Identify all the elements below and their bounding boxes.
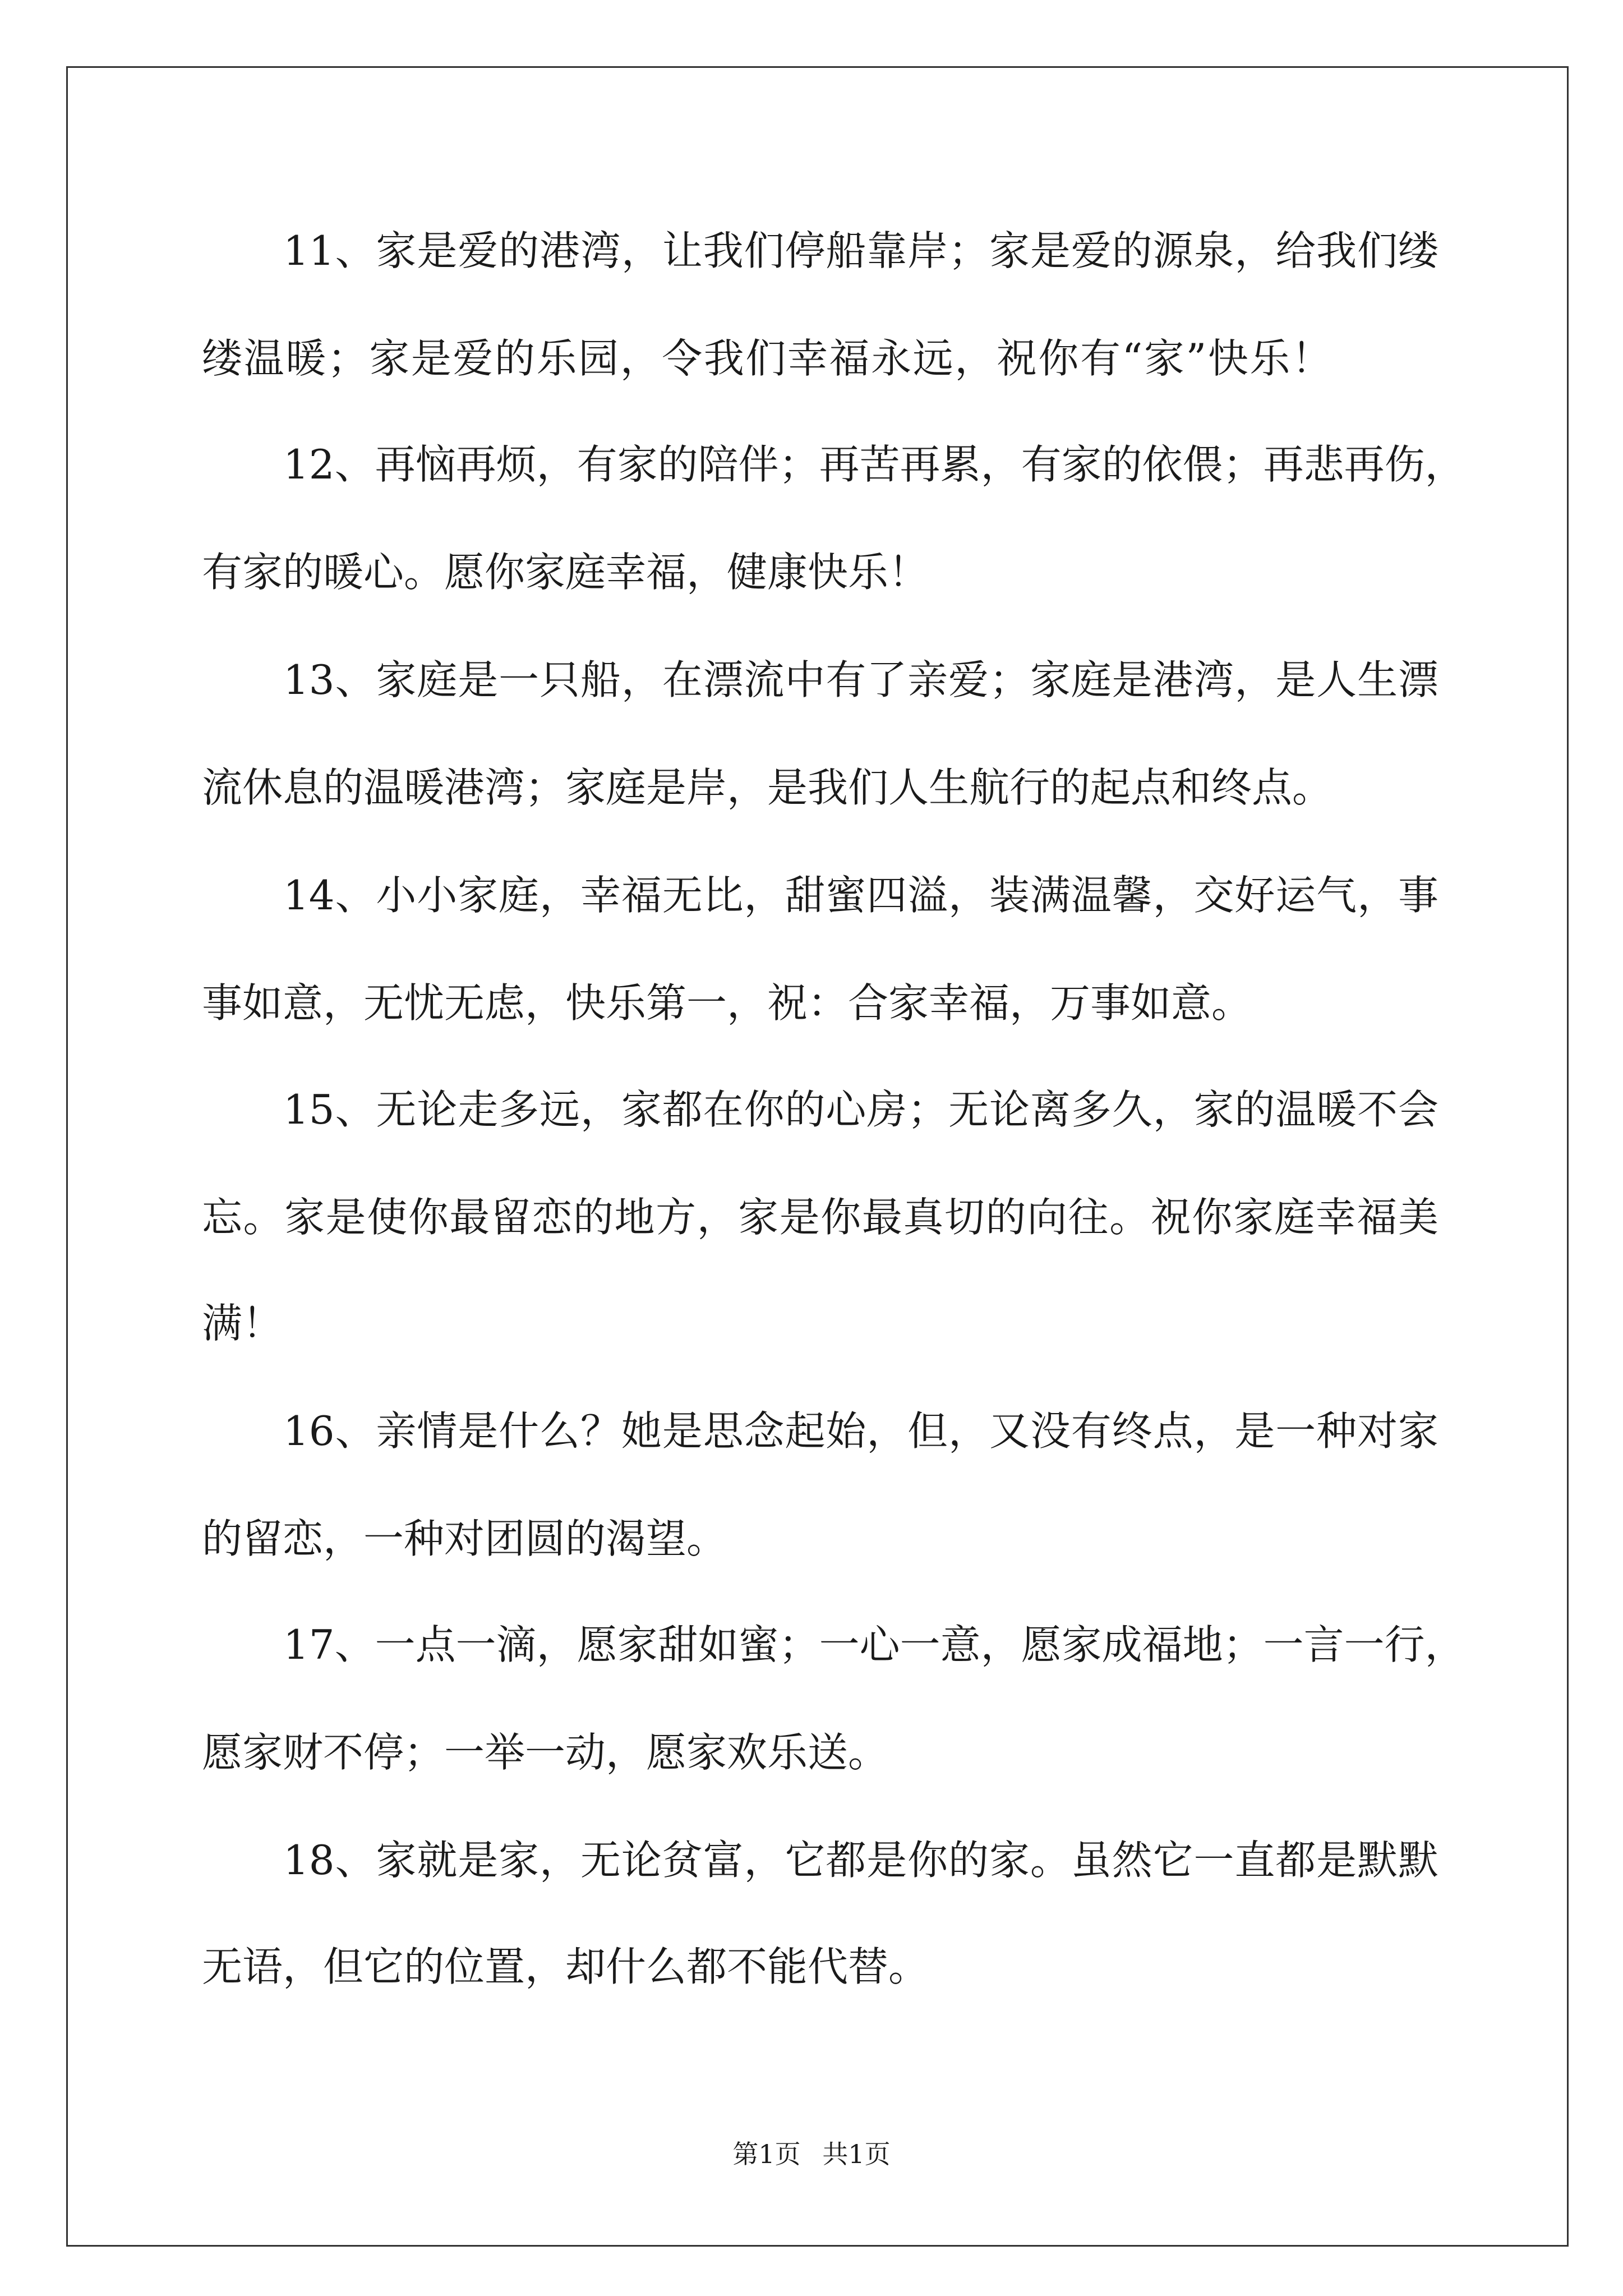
paragraph-16-line-1: 16、亲情是什么？她是思念起始，但，又没有终点，是一种对家 [283, 1407, 1438, 1455]
paragraph-12-line-2: 有家的暖心。愿你家庭幸福，健康快乐！ [202, 549, 929, 596]
page-number: 第1页 [732, 2139, 801, 2169]
paragraph-11-line-2: 缕温暖；家是爱的乐园，令我们幸福永远，祝你有“家”快乐！ [202, 335, 1332, 382]
paragraph-14-line-1: 14、小小家庭，幸福无比，甜蜜四溢，装满温馨，交好运气，事 [283, 872, 1438, 919]
paragraph-12-line-1: 12、再恼再烦，有家的陪伴；再苦再累，有家的依偎；再悲再伤， [283, 441, 1465, 488]
paragraph-15-line-2: 忘。家是使你最留恋的地方，家是你最真切的向往。祝你家庭幸福美 [202, 1194, 1438, 1241]
page-footer [0, 2137, 1623, 2171]
paragraph-17-line-1: 17、一点一滴，愿家甜如蜜；一心一意，愿家成福地；一言一行， [283, 1621, 1465, 1668]
paragraph-15-line-1: 15、无论走多远，家都在你的心房；无论离多久，家的温暖不会 [283, 1086, 1438, 1133]
paragraph-18-line-1: 18、家就是家，无论贫富，它都是你的家。虽然它一直都是默默 [283, 1837, 1438, 1884]
paragraph-17-line-2: 愿家财不停；一举一动，愿家欢乐送。 [202, 1729, 889, 1776]
paragraph-14-line-2: 事如意，无忧无虑，快乐第一，祝：合家幸福，万事如意。 [202, 979, 1252, 1027]
paragraph-18-line-2: 无语，但它的位置，却什么都不能代替。 [202, 1943, 929, 1990]
paragraph-13-line-2: 流休息的温暖港湾；家庭是岸，是我们人生航行的起点和终点。 [202, 764, 1333, 811]
paragraph-16-line-2: 的留恋，一种对团圆的渴望。 [202, 1515, 727, 1562]
paragraph-13-line-1: 13、家庭是一只船，在漂流中有了亲爱；家庭是港湾，是人生漂 [283, 656, 1438, 703]
page-total: 共1页 [822, 2139, 891, 2169]
page-border [66, 66, 1569, 2247]
paragraph-11-line-1: 11、家是爱的港湾，让我们停船靠岸；家是爱的源泉，给我们缕 [283, 227, 1438, 274]
paragraph-15-line-3: 满！ [202, 1300, 283, 1347]
